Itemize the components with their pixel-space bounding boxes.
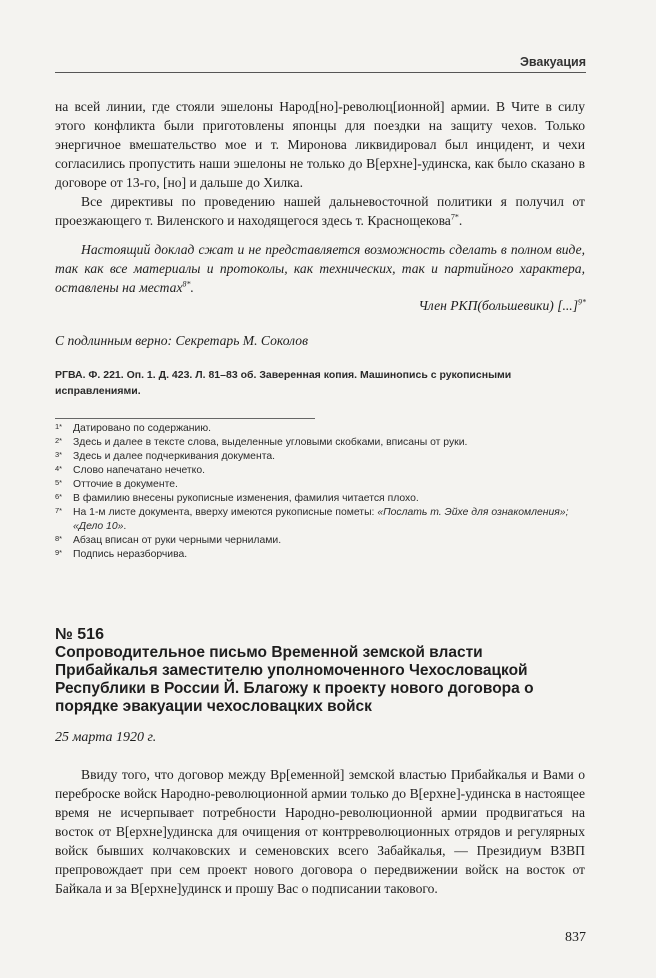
archive-reference: РГВА. Ф. 221. Оп. 1. Д. 423. Л. 81–83 об. Заверенная копия. Машинопись с рукописными исправлениями. — [55, 369, 512, 397]
document-number: № 516 — [55, 626, 104, 643]
footnote-ref-9: 9* — [578, 297, 586, 307]
footnote — [55, 492, 585, 506]
footnote — [55, 422, 585, 436]
footnote-text: Абзац вписан от руки черными чернилами. — [73, 535, 282, 546]
footnote — [55, 478, 585, 492]
footnote — [55, 506, 585, 534]
footnote-mark: 9* — [55, 548, 63, 557]
footnote — [55, 450, 585, 464]
footnote-mark: 6* — [55, 492, 63, 501]
footnote-mark: 3* — [55, 450, 63, 459]
footnote — [55, 548, 585, 562]
paragraph-directives-end: . — [458, 213, 463, 228]
footnote — [55, 534, 585, 548]
footnote-text: Здесь и далее в тексте слова, выделенные угловыми скобками, вписаны от руки. — [73, 437, 468, 448]
footnote-text: Слово напечатано нечетко. — [73, 465, 206, 476]
footnote-end: . — [123, 521, 127, 532]
footnote-mark: 8* — [55, 534, 63, 543]
paragraph-report-note-end: . — [190, 280, 194, 295]
document-body: Ввиду того, что договор между Вр[еменной] земской властью Прибайкалья и Вами о переброске войск Народно-революционной армии только до В[ерхне]-удинска в настоящее время не исчерпывает потребности Народно-революционной армии продвигаться на восток от В[ерхне]удинска для очищения от контрреволюционных отрядов и регулярных войск бывших колчаковских и семеновских всего Забайкалья, — Президиум ВЗВП препровождает при сем проект нового договора о передвижении войск на восток от Байкала и за В[ерхне]удинск и прошу Вас о подписании такового. — [55, 767, 585, 896]
footnote-ref-7: 7* — [450, 212, 459, 222]
footnote-text: В фамилию внесены рукописные изменения, фамилия читается плохо. — [73, 493, 419, 504]
footnote-rule — [55, 418, 315, 419]
footnote-mark: 2* — [55, 436, 63, 445]
footnote-mark: 5* — [55, 478, 63, 487]
paragraph-directives-text: Все директивы по проведению нашей дальневосточной политики я получил от проезжающего т. Виленского и находящегося здесь т. Краснощекова — [55, 194, 585, 228]
document-date: 25 марта 1920 г. — [55, 730, 157, 745]
footnote — [55, 436, 585, 450]
footnote-mark: 4* — [55, 464, 63, 473]
paragraph-continuation: на всей линии, где стояли эшелоны Народ[но]-революц[ионной] армии. В Чите в силу этого конфликта были приготовлены японцы для поездки на защиту чехов. Только энергичное вмешательство мое и т. Миронова ликвидировал был инцидент, и чехи согласились пропустить наши эшелоны не только до В[ерхне]-удинска, как было сказано в договоре от 13-го, [но] и дальше до Хилка. — [55, 99, 585, 190]
footnote — [55, 464, 585, 478]
footnote-text: Датировано по содержанию. — [73, 423, 212, 434]
page-number: 837 — [565, 930, 586, 945]
paragraph-report-note — [55, 240, 585, 297]
footnote-mark: 7* — [55, 506, 63, 515]
paragraph-report-note-text: Настоящий доклад сжат и не представляется возможность сделать в полном виде, так как все материалы и протоколы, как технических, так и партийного характера, оставлены на местах — [55, 242, 585, 295]
attestation: С подлинным верно: Секретарь М. Соколов — [55, 333, 308, 348]
signature-text: Член РКП(большевики) [...] — [418, 298, 578, 313]
footnote-italic-note: «Послать т. Эйхе для ознакомления»; «Дело 10» — [73, 507, 569, 532]
footnote-text: Здесь и далее подчеркивания документа. — [73, 451, 276, 462]
footnote-text: Отточие в документе. — [73, 479, 178, 490]
document-title: Сопроводительное письмо Временной земской власти Прибайкалья заместителю уполномоченного Чехословацкой Республики в России Й. Благожу к проекту нового договора о порядке эвакуации чехословацких войск — [55, 644, 534, 715]
footnote-list — [55, 422, 585, 562]
footnote-mark: 1* — [55, 422, 63, 431]
footnote-ref-8: 8* — [182, 279, 191, 289]
footnote-text: Подпись неразборчива. — [73, 549, 188, 560]
running-header: Эвакуация — [519, 55, 586, 69]
signature — [418, 298, 586, 314]
paragraph-directives — [55, 192, 585, 230]
footnote-text: На 1-м листе документа, вверху имеются рукописные пометы: — [73, 507, 378, 518]
header-rule — [55, 72, 586, 73]
